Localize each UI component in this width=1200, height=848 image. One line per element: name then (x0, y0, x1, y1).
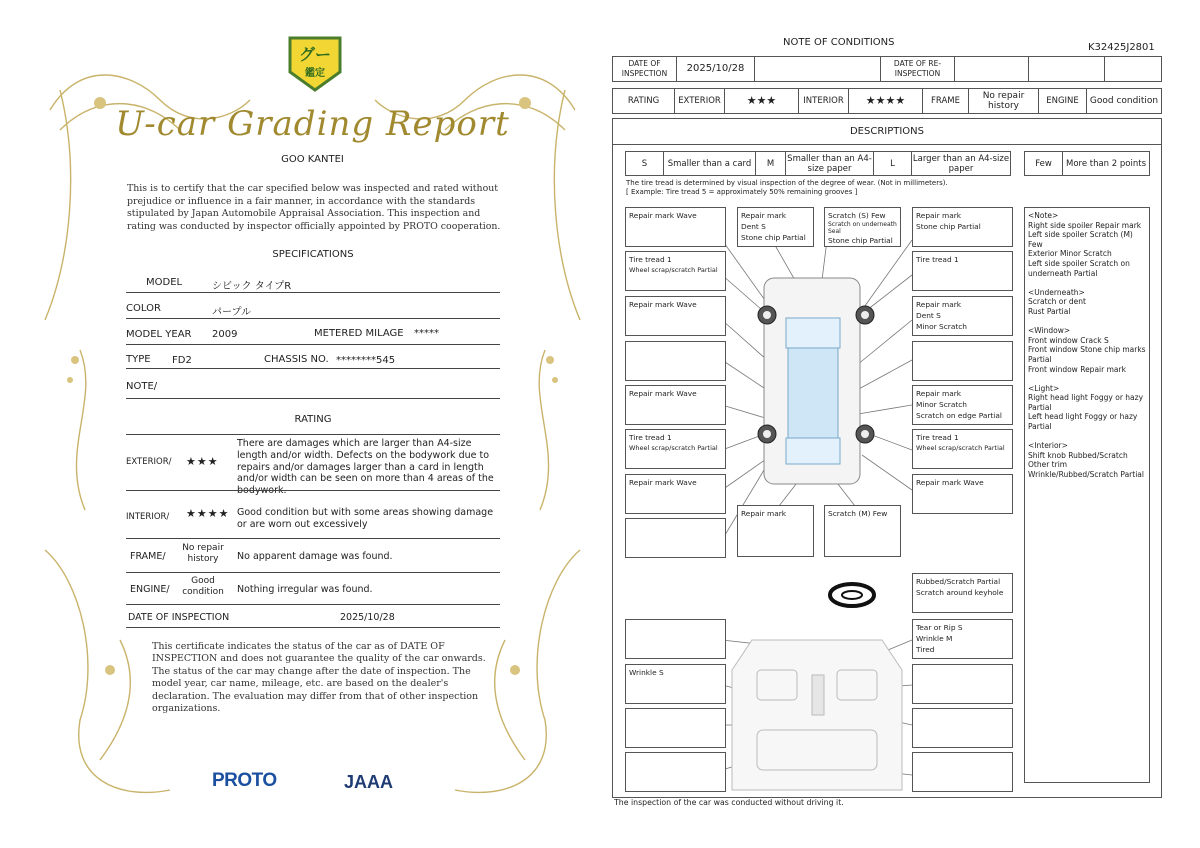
desc-box-front-bumper-center (824, 207, 901, 247)
desc-box-rear-right: Repair mark Wave (912, 474, 1013, 514)
desc-box-tire-rear-right (912, 429, 1013, 469)
desc-box-front-right: Repair mark Stone chip Partial (912, 207, 1013, 247)
frame-label: FRAME/ (130, 551, 166, 562)
desc-box-right-seat (912, 664, 1013, 704)
color-row (126, 293, 500, 319)
note-id: K32425J2801 (1088, 42, 1155, 53)
report-title: U-car Grading Report (115, 104, 510, 144)
date-value: 2025/10/28 (340, 612, 395, 623)
interior-label: INTERIOR (799, 89, 849, 114)
desc-box-tire-front-right: Tire tread 1 (912, 251, 1013, 291)
legend-l: L (874, 152, 912, 176)
exterior-label: EXTERIOR/ (126, 457, 172, 467)
exterior-stars: ★★★ (725, 89, 799, 114)
interior-label: INTERIOR/ (126, 512, 170, 522)
interior-stars: ★★★★ (186, 507, 230, 520)
certification-text: This is to certify that the car specified below was inspected and rated without prejudice or influence in a fair manner, in accordance with the standards stipulated by Japan Automobile Appraisal Association. This inspection and rating was conducted by inspector officially appointed by PROTO cooperation. (127, 183, 501, 232)
exterior-description: There are damages which are larger than A4-size length and/or width. Defects on the bodywork due to repairs and/or damages larger than a card in length and/or width can be seen on more than 4 areas of the bodywork. (237, 438, 494, 497)
desc-r6b: Wheel scrap/scratch Partial (916, 444, 1005, 452)
notes-text: <Note> Right side spoiler Repair mark Left side spoiler Scratch (M) Few Exterior Minor Scratch Left side spoiler Scratch on underneath Partial <Underneath> Scratch or dent Rust Partial <Window> Front window Crack S Front window Stone chip marks Partial Front window Repair mark <Light> Right head light Foggy or hazy Partial Left head light Foggy or hazy Partial <Interior> Shift knob Rubbed/Scratch Other trim Wrinkle/Rubbed/Scratch Partial (1028, 211, 1146, 480)
frame-value: No repair history (182, 543, 224, 564)
desc-box-rear-bumper-left: Repair mark (737, 505, 814, 557)
desc-box-left-fender: Repair mark Wave (625, 296, 726, 336)
desc-box-rear-seat-right (912, 752, 1013, 792)
inspection-date-row (126, 604, 500, 628)
desc-t2a: Scratch (S) Few (828, 211, 886, 220)
interior-rating (126, 490, 500, 538)
engine-description: Nothing irregular was found. (237, 584, 373, 595)
model-year-row (126, 319, 500, 345)
legend-s-desc: Smaller than a card (664, 152, 756, 176)
desc-box-steering: Rubbed/Scratch Partial Scratch around keyhole (912, 573, 1013, 613)
desc-box-left-rear-door: Repair mark Wave (625, 385, 726, 425)
desc-t2c: Stone chip Partial (828, 236, 893, 245)
legend-s: S (626, 152, 664, 176)
inspection-disclaimer: The inspection of the car was conducted without driving it. (614, 798, 844, 807)
date-label: DATE OF INSPECTION (128, 612, 230, 623)
engine-value: Good condition (182, 576, 224, 597)
report-subtitle: GOO KANTEI (281, 154, 344, 165)
desc-box-left-door (625, 341, 726, 381)
desc-box-front-bumper-left: Repair mark Dent S Stone chip Partial (737, 207, 814, 247)
desc-box-rear-left: Repair mark Wave (625, 474, 726, 514)
specifications-title: SPECIFICATIONS (272, 249, 354, 260)
frame-value: No repair history (969, 89, 1039, 114)
reinspection-label: DATE OF RE-INSPECTION (881, 57, 955, 82)
desc-box-right-trim (912, 708, 1013, 748)
desc-t2b: Scratch on underneath Seal (828, 221, 897, 235)
rating-title: RATING (294, 414, 332, 425)
desc-box-tire-rear-left (625, 429, 726, 469)
engine-value: Good condition (1087, 89, 1162, 114)
legend-l-desc: Larger than an A4-size paper (912, 153, 1010, 174)
date-value: 2025/10/28 (677, 57, 755, 82)
interior-description: Good condition but with some areas showing damage or are worn out excessively (237, 507, 494, 530)
desc-box-left-trim (625, 708, 726, 748)
jaaa-logo (344, 772, 393, 793)
model-year-label: MODEL YEAR (126, 329, 192, 340)
desc-l6a: Tire tread 1 (629, 433, 672, 442)
mileage-value: ***** (414, 328, 439, 339)
exterior-rating (126, 434, 500, 497)
goo-kantei-badge (286, 32, 344, 94)
desc-l6b: Wheel scrap/scratch Partial (629, 444, 718, 452)
model-row (126, 269, 500, 293)
svg-text:鑑定: 鑑定 (305, 68, 325, 79)
tire-note-line-1: The tire tread is determined by visual inspection of the degree of wear. (Not in millimeters). (626, 179, 948, 187)
legend-few: Few (1025, 152, 1063, 176)
desc-box-right-rear-door: Repair mark Minor Scratch Scratch on edge Partial (912, 385, 1013, 425)
desc-r6a: Tire tread 1 (916, 433, 959, 442)
date-label: DATE OF INSPECTION (613, 57, 677, 82)
note-label: NOTE/ (126, 381, 158, 392)
mileage-label: METERED MILAGE (314, 328, 404, 339)
engine-label: ENGINE/ (130, 584, 170, 595)
color-label: COLOR (126, 303, 161, 314)
legend-few-desc: More than 2 points (1063, 152, 1150, 176)
note-title: NOTE OF CONDITIONS (783, 37, 895, 48)
frame-rating (126, 538, 500, 572)
desc-box-right-door (912, 341, 1013, 381)
engine-label: ENGINE (1039, 89, 1087, 114)
desc-box-dashboard (625, 619, 726, 659)
descriptions-title: DESCRIPTIONS (612, 118, 1162, 145)
model-value: シビック タイプR (212, 281, 292, 292)
interior-stars: ★★★★ (849, 89, 923, 114)
engine-rating (126, 572, 500, 604)
desc-box-front-left: Repair mark Wave (625, 207, 726, 247)
rating-table (612, 88, 1162, 114)
desc-box-front-seat: Tear or Rip S Wrinkle M Tired (912, 619, 1013, 659)
frame-label: FRAME (923, 89, 969, 114)
grading-certificate (40, 20, 585, 830)
type-value: FD2 (172, 355, 192, 366)
size-legend (625, 151, 1011, 176)
desc-box-right-fender: Repair mark Dent S Minor Scratch (912, 296, 1013, 336)
model-year-value: 2009 (212, 329, 238, 340)
type-row (126, 345, 500, 369)
date-table (612, 56, 1162, 82)
notes-box (1024, 207, 1150, 783)
desc-box-rear-bumper-right: Scratch (M) Few (824, 505, 901, 557)
desc-box-rear-seat-left (625, 752, 726, 792)
model-label: MODEL (146, 277, 183, 288)
exterior-stars: ★★★ (186, 455, 219, 468)
desc-box-left-seat: Wrinkle S (625, 664, 726, 704)
chassis-label: CHASSIS NO. (264, 354, 329, 365)
proto-logo (212, 770, 277, 792)
legend-m-desc: Smaller than an A4-size paper (787, 153, 872, 174)
legend-m: M (756, 152, 786, 176)
frame-description: No apparent damage was found. (237, 551, 393, 562)
desc-box-rear-extra (625, 518, 726, 558)
exterior-label: EXTERIOR (675, 89, 725, 114)
desc-l2b: Wheel scrap/scratch Partial (629, 266, 718, 274)
steering-wheel-icon (830, 584, 874, 606)
rating-label: RATING (613, 89, 675, 114)
proto-logo-text: PROTO (212, 770, 277, 791)
color-value: パープル (212, 307, 252, 318)
chassis-value: ********545 (336, 355, 396, 366)
desc-box-tire-front-left (625, 251, 726, 291)
note-row (126, 369, 500, 399)
jaaa-logo-text: JAAA (344, 772, 394, 792)
tire-note-line-2: [ Example: Tire tread 5 = approximately 50% remaining grooves ] (626, 188, 858, 196)
few-legend (1024, 151, 1150, 176)
desc-l2a: Tire tread 1 (629, 255, 672, 264)
type-label: TYPE (126, 354, 151, 365)
disclaimer-text: This certificate indicates the status of the car as of DATE OF INSPECTION and does not guarantee the quality of the car onwards. The status of the car may change after the date of inspection. The model year, car name, mileage, etc. are based on the dealer's declaration. The evaluation may differ from that of other inspection organizations. (152, 641, 486, 715)
tire-tread-note (626, 179, 948, 197)
svg-text:グー: グー (298, 45, 332, 64)
